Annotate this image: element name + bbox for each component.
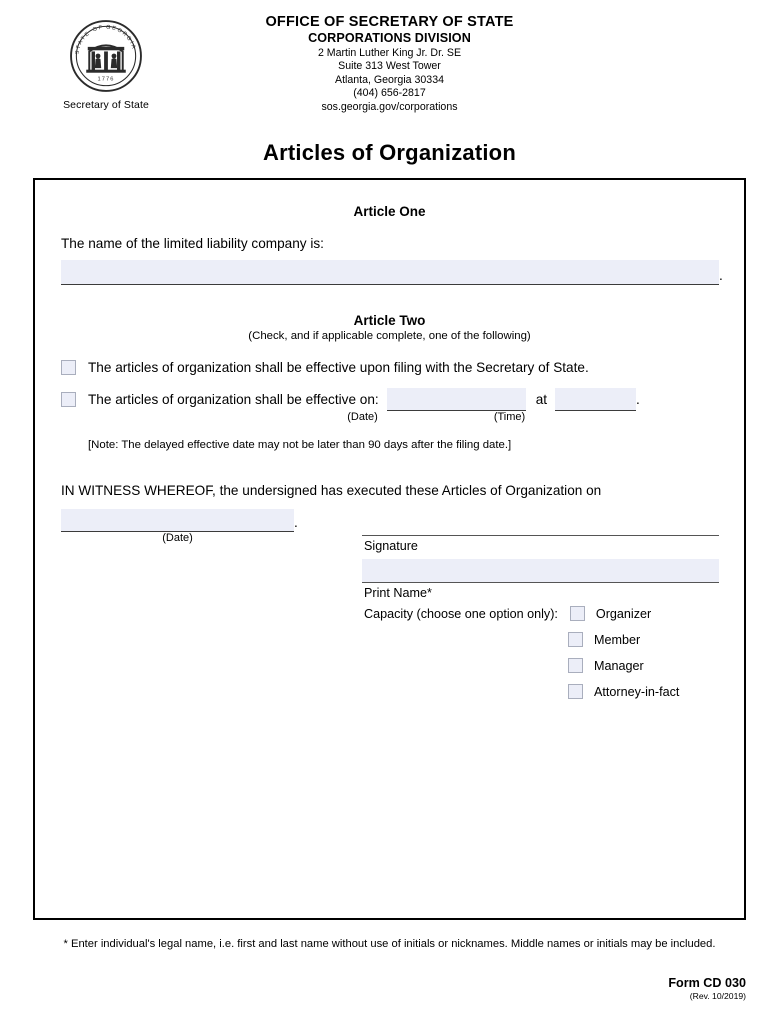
- office-name: OFFICE OF SECRETARY OF STATE: [265, 14, 514, 30]
- signature-rule: [362, 535, 719, 536]
- print-name-rule: [362, 582, 719, 583]
- document-header: [0, 0, 779, 132]
- capacity-member-checkbox[interactable]: [568, 632, 583, 647]
- execution-date-input[interactable]: [61, 509, 294, 532]
- capacity-row: [362, 606, 719, 621]
- article-one-prompt: The name of the limited liability company is:: [61, 236, 324, 251]
- article-one-section: [35, 204, 744, 285]
- footnote: * Enter individual's legal name, i.e. first and last name without use of initials or nicknames. Middle names or initials may be included.: [63, 938, 716, 950]
- witness-period: .: [294, 515, 298, 530]
- svg-text:STATE OF: STATE OF: [74, 24, 105, 55]
- agency-heading: [0, 14, 779, 114]
- article-two-heading: Article Two: [353, 313, 426, 328]
- effective-on-date-row[interactable]: [61, 388, 718, 411]
- witness-statement: IN WITNESS WHEREOF, the undersigned has executed these Articles of Organization on: [61, 483, 602, 498]
- signature-label: Signature: [364, 539, 418, 553]
- effective-date-sublabel: (Date): [347, 411, 378, 423]
- form-number-block: [668, 976, 746, 1001]
- company-name-input[interactable]: [61, 260, 719, 285]
- capacity-organizer-checkbox[interactable]: [570, 606, 585, 621]
- address-line-1: 2 Martin Luther King Jr. Dr. SE: [317, 47, 462, 59]
- delayed-date-note: [Note: The delayed effective date may not be later than 90 days after the filing date.]: [88, 439, 512, 451]
- seal-caption: Secretary of State: [63, 99, 149, 111]
- capacity-attorney-label: Attorney-in-fact: [594, 684, 680, 699]
- phone-number: (404) 656-2817: [353, 87, 426, 100]
- form-number: Form CD 030: [668, 976, 746, 990]
- article-one-heading: Article One: [353, 204, 426, 219]
- print-name-input[interactable]: [362, 559, 719, 582]
- article-one-period: .: [719, 268, 723, 283]
- capacity-manager-label: Manager: [594, 658, 644, 673]
- effective-on-date-checkbox[interactable]: [61, 392, 76, 407]
- form-body-box: [33, 178, 746, 920]
- seal-year: 1776: [97, 76, 115, 83]
- effective-at-text: at: [535, 392, 548, 407]
- division-name: CORPORATIONS DIVISION: [308, 31, 471, 45]
- svg-text:GEORGIA: GEORGIA: [105, 24, 137, 52]
- capacity-label: Capacity (choose one option only):: [364, 606, 558, 621]
- page-title: Articles of Organization: [263, 140, 516, 165]
- capacity-attorney-row[interactable]: [568, 684, 719, 699]
- effective-time-input[interactable]: [555, 388, 636, 411]
- effective-upon-filing-row[interactable]: [61, 360, 718, 375]
- form-revision: (Rev. 10/2019): [689, 991, 746, 1001]
- execution-date-sublabel: (Date): [162, 532, 193, 544]
- effective-on-date-label: The articles of organization shall be effective on:: [88, 392, 379, 407]
- capacity-organizer-label: Organizer: [595, 606, 652, 621]
- capacity-member-label: Member: [594, 632, 641, 647]
- website-url: sos.georgia.gov/corporations: [321, 100, 458, 113]
- effective-upon-filing-label: The articles of organization shall be effective upon filing with the Secretary of State.: [88, 360, 589, 375]
- effective-date-input[interactable]: [387, 388, 526, 411]
- effective-time-sublabel: (Time): [493, 411, 526, 423]
- capacity-manager-row[interactable]: [568, 658, 719, 673]
- signature-section: [362, 535, 719, 699]
- capacity-attorney-checkbox[interactable]: [568, 684, 583, 699]
- article-two-subheading: (Check, and if applicable complete, one of the following): [248, 330, 531, 342]
- print-name-label: Print Name*: [364, 586, 432, 600]
- effective-upon-filing-checkbox[interactable]: [61, 360, 76, 375]
- capacity-member-row[interactable]: [568, 632, 719, 647]
- address-line-2: Suite 313 West Tower: [338, 60, 441, 73]
- article-two-section: [35, 313, 744, 451]
- article-two-period: .: [636, 392, 640, 407]
- address-line-3: Atlanta, Georgia 30334: [335, 73, 444, 86]
- capacity-manager-checkbox[interactable]: [568, 658, 583, 673]
